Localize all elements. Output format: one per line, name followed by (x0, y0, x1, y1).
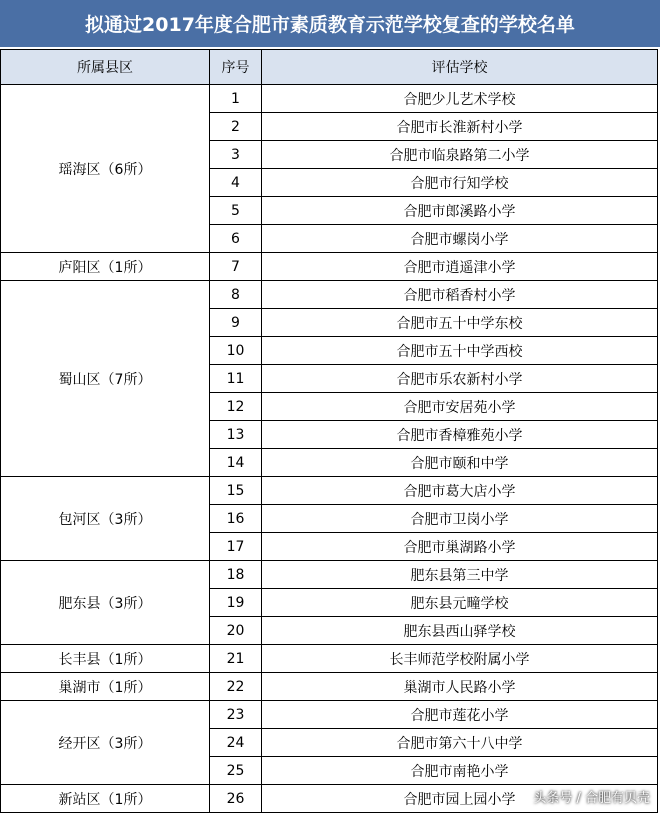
school-cell: 合肥市稻香村小学 (262, 281, 658, 309)
school-cell: 合肥市巢湖路小学 (262, 533, 658, 561)
number-cell: 7 (210, 253, 262, 281)
number-cell: 10 (210, 337, 262, 365)
school-cell: 合肥市香樟雅苑小学 (262, 421, 658, 449)
school-cell: 肥东县西山驿学校 (262, 617, 658, 645)
school-cell: 合肥市葛大店小学 (262, 477, 658, 505)
school-cell: 长丰师范学校附属小学 (262, 645, 658, 673)
table-row (1, 477, 658, 505)
district-cell: 长丰县（1所） (1, 645, 210, 673)
number-cell: 19 (210, 589, 262, 617)
number-cell: 8 (210, 281, 262, 309)
table-row (1, 561, 658, 589)
school-cell: 合肥市逍遥津小学 (262, 253, 658, 281)
table-row (1, 281, 658, 309)
school-cell: 合肥市螺岗小学 (262, 225, 658, 253)
number-cell: 5 (210, 197, 262, 225)
table-row (1, 645, 658, 673)
number-cell: 4 (210, 169, 262, 197)
table-body (1, 85, 658, 813)
school-cell: 合肥市长淮新村小学 (262, 113, 658, 141)
school-cell: 合肥市莲花小学 (262, 701, 658, 729)
table-row (1, 701, 658, 729)
number-cell: 6 (210, 225, 262, 253)
school-cell: 合肥市卫岗小学 (262, 505, 658, 533)
number-cell: 2 (210, 113, 262, 141)
school-cell: 合肥市临泉路第二小学 (262, 141, 658, 169)
number-cell: 3 (210, 141, 262, 169)
number-cell: 24 (210, 729, 262, 757)
page-title: 拟通过2017年度合肥市素质教育示范学校复查的学校名单 (0, 0, 660, 47)
school-cell: 巢湖市人民路小学 (262, 673, 658, 701)
number-cell: 21 (210, 645, 262, 673)
school-cell: 合肥市园上园小学 (262, 785, 658, 813)
number-cell: 18 (210, 561, 262, 589)
watermark: 头条号 / 合肥有贝壳 (533, 787, 650, 806)
number-cell: 13 (210, 421, 262, 449)
table-row (1, 253, 658, 281)
district-cell: 庐阳区（1所） (1, 253, 210, 281)
number-cell: 15 (210, 477, 262, 505)
district-cell: 经开区（3所） (1, 701, 210, 785)
number-cell: 14 (210, 449, 262, 477)
district-cell: 包河区（3所） (1, 477, 210, 561)
table-header-row (1, 50, 658, 85)
header-school: 评估学校 (262, 50, 658, 85)
number-cell: 26 (210, 785, 262, 813)
table-row (1, 673, 658, 701)
number-cell: 9 (210, 309, 262, 337)
school-cell: 合肥少儿艺术学校 (262, 85, 658, 113)
table-row (1, 85, 658, 113)
number-cell: 20 (210, 617, 262, 645)
school-cell: 合肥市颐和中学 (262, 449, 658, 477)
school-cell: 肥东县元疃学校 (262, 589, 658, 617)
number-cell: 22 (210, 673, 262, 701)
header-number: 序号 (210, 50, 262, 85)
district-cell: 巢湖市（1所） (1, 673, 210, 701)
school-cell: 合肥市五十中学东校 (262, 309, 658, 337)
school-cell: 合肥市第六十八中学 (262, 729, 658, 757)
school-cell: 肥东县第三中学 (262, 561, 658, 589)
number-cell: 23 (210, 701, 262, 729)
number-cell: 25 (210, 757, 262, 785)
district-cell: 瑶海区（6所） (1, 85, 210, 253)
school-list-table (0, 49, 658, 813)
number-cell: 11 (210, 365, 262, 393)
number-cell: 17 (210, 533, 262, 561)
school-cell: 合肥市乐农新村小学 (262, 365, 658, 393)
number-cell: 12 (210, 393, 262, 421)
district-cell: 肥东县（3所） (1, 561, 210, 645)
district-cell: 蜀山区（7所） (1, 281, 210, 477)
number-cell: 1 (210, 85, 262, 113)
district-cell: 新站区（1所） (1, 785, 210, 813)
school-cell: 合肥市安居苑小学 (262, 393, 658, 421)
school-cell: 合肥市五十中学西校 (262, 337, 658, 365)
school-cell: 合肥市行知学校 (262, 169, 658, 197)
header-district: 所属县区 (1, 50, 210, 85)
number-cell: 16 (210, 505, 262, 533)
school-cell: 合肥市南艳小学 (262, 757, 658, 785)
school-cell: 合肥市郎溪路小学 (262, 197, 658, 225)
